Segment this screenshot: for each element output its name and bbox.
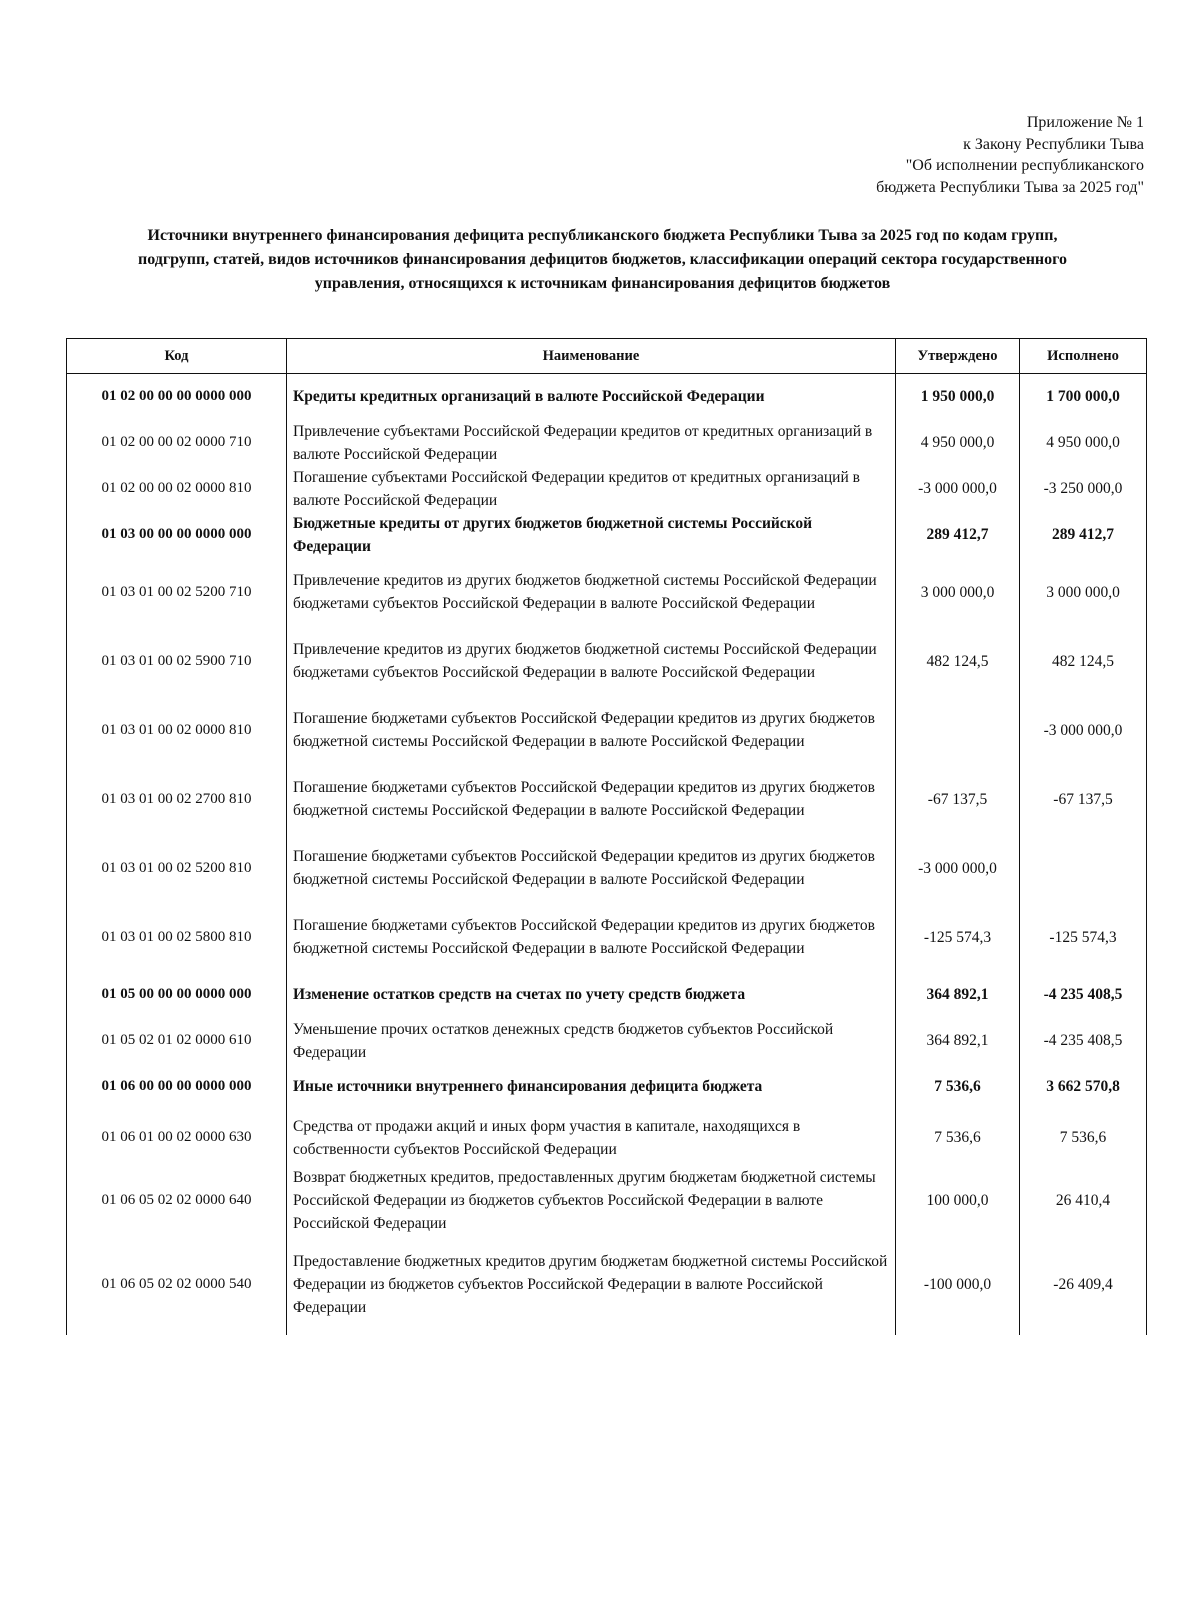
row-approved-value: -125 574,3 (896, 903, 1020, 972)
row-code: 01 03 01 00 02 5200 710 (67, 558, 287, 627)
row-executed-value: 482 124,5 (1020, 627, 1147, 696)
row-approved-value: -67 137,5 (896, 765, 1020, 834)
row-code: 01 03 01 00 02 5800 810 (67, 903, 287, 972)
appendix-header (876, 112, 1144, 198)
table-row (67, 834, 1147, 903)
title-line: управления, относящихся к источникам финансирования дефицитов бюджетов (314, 275, 891, 292)
row-name: Погашение бюджетами субъектов Российской Федерации кредитов из других бюджетов бюджетной системы Российской Федерации в валюте Российской Федерации (287, 696, 896, 765)
column-header-name: Наименование (287, 339, 896, 374)
row-name: Изменение остатков средств на счетах по учету средств бюджета (287, 972, 896, 1018)
row-code: 01 06 00 00 00 0000 000 (67, 1064, 287, 1110)
table-row (67, 627, 1147, 696)
row-executed-value: -26 409,4 (1020, 1235, 1147, 1335)
row-approved-value: 7 536,6 (896, 1064, 1020, 1110)
table-row (67, 1110, 1147, 1166)
row-name: Средства от продажи акций и иных форм участия в капитале, находящихся в собственности субъектов Российской Федерации (287, 1110, 896, 1166)
row-name: Погашение бюджетами субъектов Российской Федерации кредитов из других бюджетов бюджетной системы Российской Федерации в валюте Российской Федерации (287, 834, 896, 903)
row-executed-value: 289 412,7 (1020, 512, 1147, 558)
row-code: 01 03 01 00 02 5900 710 (67, 627, 287, 696)
row-approved-value: 3 000 000,0 (896, 558, 1020, 627)
title-line: подгрупп, статей, видов источников финансирования дефицитов бюджетов, классификации операций сектора государственного (137, 251, 1068, 268)
row-executed-value: -4 235 408,5 (1020, 1018, 1147, 1064)
row-name: Привлечение субъектами Российской Федерации кредитов от кредитных организаций в валюте Российской Федерации (287, 420, 896, 466)
table-row (67, 420, 1147, 466)
row-name: Уменьшение прочих остатков денежных средств бюджетов субъектов Российской Федерации (287, 1018, 896, 1064)
row-code: 01 03 00 00 00 0000 000 (67, 512, 287, 558)
table-row (67, 696, 1147, 765)
appendix-line: "Об исполнении республиканского (905, 157, 1144, 174)
table-row (67, 512, 1147, 558)
title-line: Источники внутреннего финансирования дефицита республиканского бюджета Республики Тыва за 2025 год по кодам групп, (147, 227, 1058, 244)
table-body (67, 374, 1147, 1335)
table-row (67, 1064, 1147, 1110)
row-executed-value: -3 250 000,0 (1020, 466, 1147, 512)
row-name: Предоставление бюджетных кредитов другим бюджетам бюджетной системы Российской Федерации из бюджетов субъектов Российской Федерации в валюте Российской Федерации (287, 1235, 896, 1335)
row-code: 01 03 01 00 02 0000 810 (67, 696, 287, 765)
table-row (67, 903, 1147, 972)
row-name: Привлечение кредитов из других бюджетов бюджетной системы Российской Федерации бюджетами субъектов Российской Федерации в валюте Российской Федерации (287, 558, 896, 627)
row-code: 01 02 00 00 02 0000 710 (67, 420, 287, 466)
row-approved-value: 1 950 000,0 (896, 374, 1020, 420)
row-name: Привлечение кредитов из других бюджетов бюджетной системы Российской Федерации бюджетами субъектов Российской Федерации в валюте Российской Федерации (287, 627, 896, 696)
row-approved-value: 7 536,6 (896, 1110, 1020, 1166)
row-executed-value: 4 950 000,0 (1020, 420, 1147, 466)
appendix-line: Приложение № 1 (1026, 114, 1144, 131)
table-row (67, 466, 1147, 512)
row-code: 01 03 01 00 02 2700 810 (67, 765, 287, 834)
row-approved-value: -100 000,0 (896, 1235, 1020, 1335)
row-approved-value: 4 950 000,0 (896, 420, 1020, 466)
row-code: 01 05 00 00 00 0000 000 (67, 972, 287, 1018)
column-header-approved: Утверждено (896, 339, 1020, 374)
row-executed-value: 3 000 000,0 (1020, 558, 1147, 627)
financing-sources-table (66, 338, 1147, 1335)
row-approved-value (896, 696, 1020, 765)
row-code: 01 03 01 00 02 5200 810 (67, 834, 287, 903)
row-name: Погашение субъектами Российской Федерации кредитов от кредитных организаций в валюте Российской Федерации (287, 466, 896, 512)
row-approved-value: 482 124,5 (896, 627, 1020, 696)
row-approved-value: 289 412,7 (896, 512, 1020, 558)
table-header-row (67, 339, 1147, 374)
row-name: Возврат бюджетных кредитов, предоставленных другим бюджетам бюджетной системы Российской Федерации из бюджетов субъектов Российской Федерации в валюте Российской Федерации (287, 1166, 896, 1235)
row-approved-value: -3 000 000,0 (896, 466, 1020, 512)
row-code: 01 02 00 00 00 0000 000 (67, 374, 287, 420)
row-approved-value: -3 000 000,0 (896, 834, 1020, 903)
appendix-line: к Закону Республики Тыва (963, 135, 1144, 153)
row-approved-value: 364 892,1 (896, 1018, 1020, 1064)
table-row (67, 765, 1147, 834)
table-row (67, 558, 1147, 627)
row-executed-value: 3 662 570,8 (1020, 1064, 1147, 1110)
row-code: 01 02 00 00 02 0000 810 (67, 466, 287, 512)
row-approved-value: 100 000,0 (896, 1166, 1020, 1235)
row-executed-value: 7 536,6 (1020, 1110, 1147, 1166)
table-row (67, 1018, 1147, 1064)
row-executed-value: 26 410,4 (1020, 1166, 1147, 1235)
row-name: Иные источники внутреннего финансирования дефицита бюджета (287, 1064, 896, 1110)
column-header-executed: Исполнено (1020, 339, 1147, 374)
row-name: Кредиты кредитных организаций в валюте Российской Федерации (287, 374, 896, 420)
row-code: 01 06 05 02 02 0000 640 (67, 1166, 287, 1235)
row-name: Бюджетные кредиты от других бюджетов бюджетной системы Российской Федерации (287, 512, 896, 558)
row-executed-value: -4 235 408,5 (1020, 972, 1147, 1018)
row-executed-value: 1 700 000,0 (1020, 374, 1147, 420)
row-name: Погашение бюджетами субъектов Российской Федерации кредитов из других бюджетов бюджетной системы Российской Федерации в валюте Российской Федерации (287, 765, 896, 834)
document-title (60, 224, 1145, 296)
row-executed-value: -67 137,5 (1020, 765, 1147, 834)
row-approved-value: 364 892,1 (896, 972, 1020, 1018)
row-code: 01 06 05 02 02 0000 540 (67, 1235, 287, 1335)
row-executed-value (1020, 834, 1147, 903)
appendix-line: бюджета Республики Тыва за 2025 год" (876, 178, 1144, 196)
row-executed-value: -3 000 000,0 (1020, 696, 1147, 765)
row-executed-value: -125 574,3 (1020, 903, 1147, 972)
column-header-code: Код (67, 339, 287, 374)
table-row (67, 1235, 1147, 1335)
table-row (67, 374, 1147, 420)
row-name: Погашение бюджетами субъектов Российской Федерации кредитов из других бюджетов бюджетной системы Российской Федерации в валюте Российской Федерации (287, 903, 896, 972)
table-row (67, 972, 1147, 1018)
row-code: 01 06 01 00 02 0000 630 (67, 1110, 287, 1166)
row-code: 01 05 02 01 02 0000 610 (67, 1018, 287, 1064)
table-row (67, 1166, 1147, 1235)
